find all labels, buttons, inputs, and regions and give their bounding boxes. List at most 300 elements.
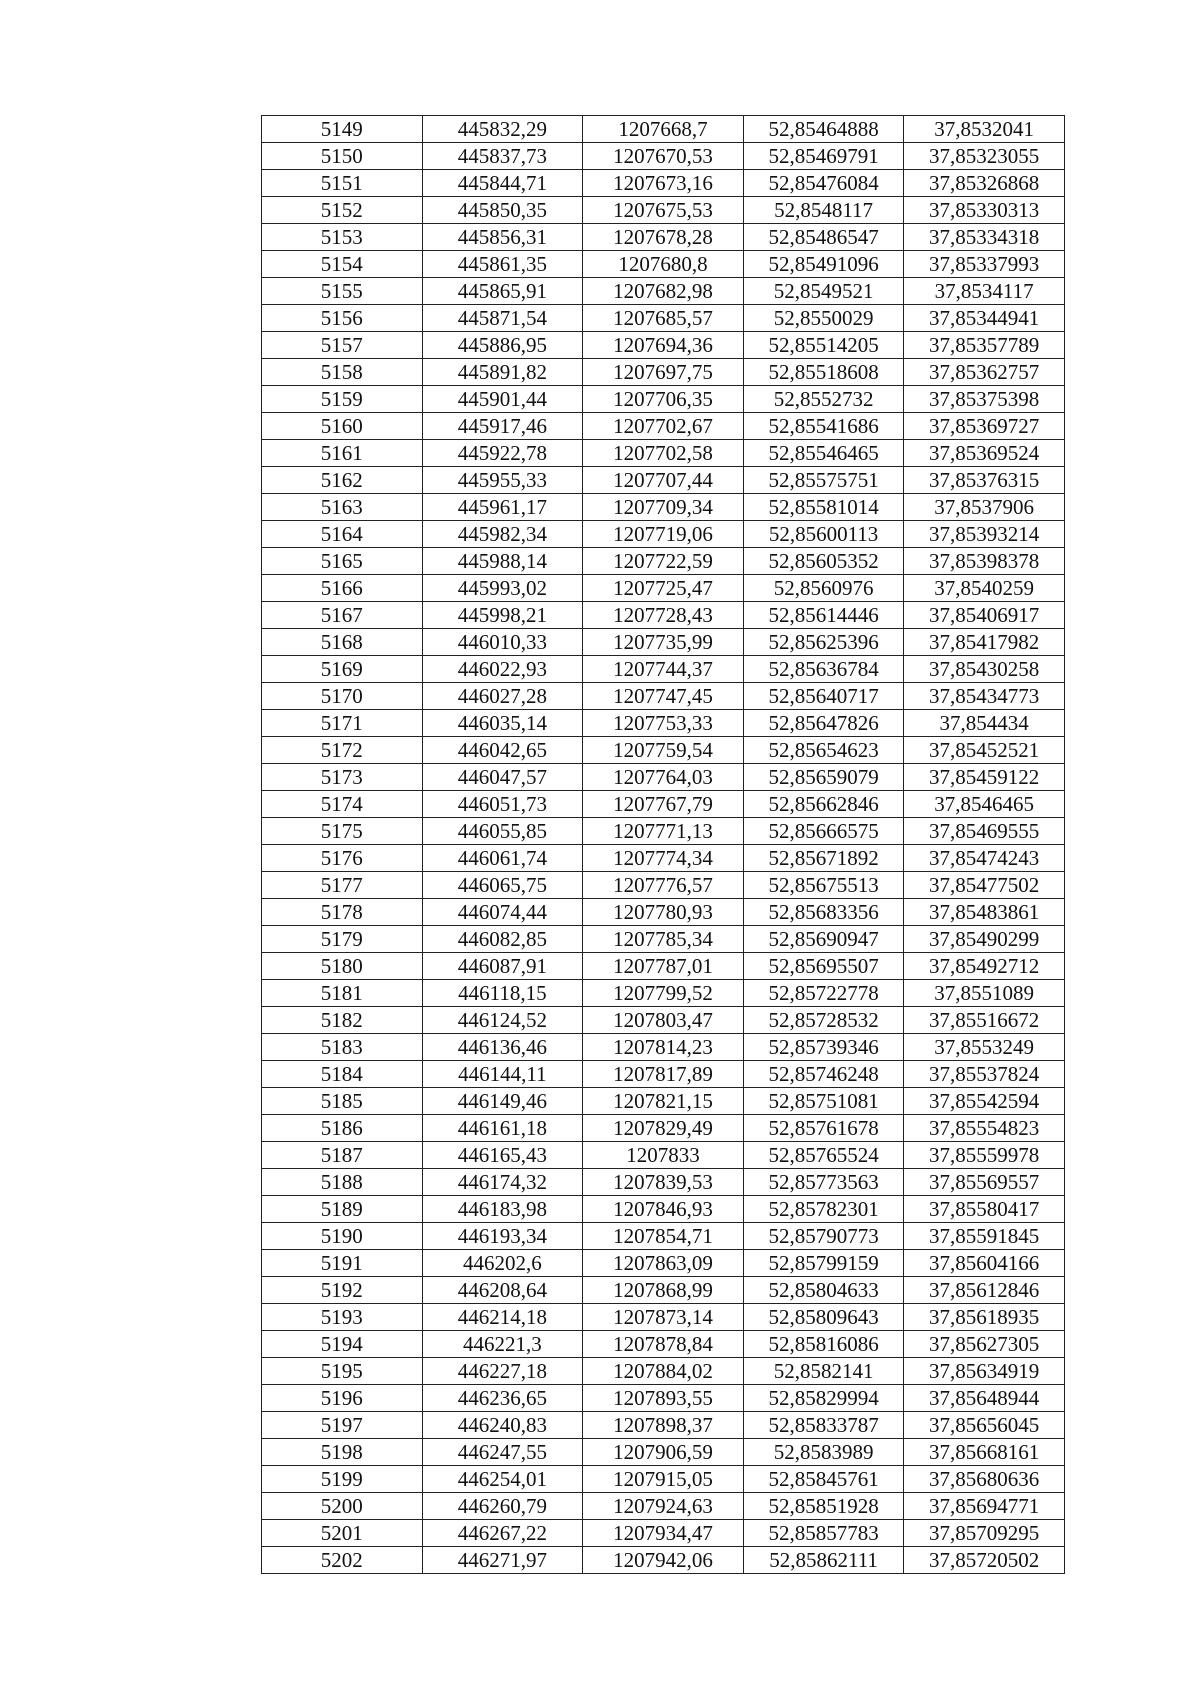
longitude-cell: 37,8537906 — [904, 494, 1065, 521]
latitude-cell: 52,85722778 — [743, 980, 904, 1007]
longitude-cell: 37,85417982 — [904, 629, 1065, 656]
y-coordinate-cell: 1207878,84 — [583, 1331, 744, 1358]
table-row — [262, 737, 1065, 764]
latitude-cell: 52,85773563 — [743, 1169, 904, 1196]
x-coordinate-cell: 445982,34 — [422, 521, 583, 548]
longitude-cell: 37,85375398 — [904, 386, 1065, 413]
table-row — [262, 1412, 1065, 1439]
longitude-cell: 37,85492712 — [904, 953, 1065, 980]
longitude-cell: 37,85612846 — [904, 1277, 1065, 1304]
latitude-cell: 52,85690947 — [743, 926, 904, 953]
point-number-cell: 5155 — [262, 278, 423, 305]
longitude-cell: 37,85474243 — [904, 845, 1065, 872]
y-coordinate-cell: 1207833 — [583, 1142, 744, 1169]
point-number-cell: 5190 — [262, 1223, 423, 1250]
x-coordinate-cell: 446087,91 — [422, 953, 583, 980]
table-row — [262, 305, 1065, 332]
latitude-cell: 52,85683356 — [743, 899, 904, 926]
point-number-cell: 5163 — [262, 494, 423, 521]
y-coordinate-cell: 1207780,93 — [583, 899, 744, 926]
latitude-cell: 52,85464888 — [743, 116, 904, 143]
table-row — [262, 1358, 1065, 1385]
table-row — [262, 683, 1065, 710]
x-coordinate-cell: 446227,18 — [422, 1358, 583, 1385]
point-number-cell: 5191 — [262, 1250, 423, 1277]
x-coordinate-cell: 446161,18 — [422, 1115, 583, 1142]
latitude-cell: 52,85746248 — [743, 1061, 904, 1088]
latitude-cell: 52,85614446 — [743, 602, 904, 629]
point-number-cell: 5161 — [262, 440, 423, 467]
x-coordinate-cell: 446074,44 — [422, 899, 583, 926]
x-coordinate-cell: 445922,78 — [422, 440, 583, 467]
longitude-cell: 37,85483861 — [904, 899, 1065, 926]
table-row — [262, 1331, 1065, 1358]
latitude-cell: 52,85862111 — [743, 1547, 904, 1574]
latitude-cell: 52,85695507 — [743, 953, 904, 980]
x-coordinate-cell: 445998,21 — [422, 602, 583, 629]
x-coordinate-cell: 446010,33 — [422, 629, 583, 656]
x-coordinate-cell: 446149,46 — [422, 1088, 583, 1115]
x-coordinate-cell: 446047,57 — [422, 764, 583, 791]
table-row — [262, 359, 1065, 386]
y-coordinate-cell: 1207735,99 — [583, 629, 744, 656]
y-coordinate-cell: 1207787,01 — [583, 953, 744, 980]
longitude-cell: 37,85344941 — [904, 305, 1065, 332]
latitude-cell: 52,85782301 — [743, 1196, 904, 1223]
latitude-cell: 52,85857783 — [743, 1520, 904, 1547]
point-number-cell: 5173 — [262, 764, 423, 791]
latitude-cell: 52,85662846 — [743, 791, 904, 818]
longitude-cell: 37,85627305 — [904, 1331, 1065, 1358]
point-number-cell: 5170 — [262, 683, 423, 710]
point-number-cell: 5174 — [262, 791, 423, 818]
y-coordinate-cell: 1207675,53 — [583, 197, 744, 224]
y-coordinate-cell: 1207722,59 — [583, 548, 744, 575]
point-number-cell: 5196 — [262, 1385, 423, 1412]
point-number-cell: 5167 — [262, 602, 423, 629]
longitude-cell: 37,85591845 — [904, 1223, 1065, 1250]
y-coordinate-cell: 1207767,79 — [583, 791, 744, 818]
y-coordinate-cell: 1207673,16 — [583, 170, 744, 197]
latitude-cell: 52,85671892 — [743, 845, 904, 872]
x-coordinate-cell: 445988,14 — [422, 548, 583, 575]
y-coordinate-cell: 1207706,35 — [583, 386, 744, 413]
table-row — [262, 170, 1065, 197]
latitude-cell: 52,8552732 — [743, 386, 904, 413]
table-row — [262, 548, 1065, 575]
table-row — [262, 143, 1065, 170]
y-coordinate-cell: 1207898,37 — [583, 1412, 744, 1439]
table-row — [262, 1493, 1065, 1520]
longitude-cell: 37,85330313 — [904, 197, 1065, 224]
table-row — [262, 440, 1065, 467]
latitude-cell: 52,8550029 — [743, 305, 904, 332]
x-coordinate-cell: 446118,15 — [422, 980, 583, 1007]
table-row — [262, 467, 1065, 494]
latitude-cell: 52,85605352 — [743, 548, 904, 575]
point-number-cell: 5156 — [262, 305, 423, 332]
table-row — [262, 656, 1065, 683]
longitude-cell: 37,85334318 — [904, 224, 1065, 251]
point-number-cell: 5159 — [262, 386, 423, 413]
y-coordinate-cell: 1207942,06 — [583, 1547, 744, 1574]
longitude-cell: 37,8551089 — [904, 980, 1065, 1007]
table-row — [262, 1115, 1065, 1142]
longitude-cell: 37,85720502 — [904, 1547, 1065, 1574]
point-number-cell: 5150 — [262, 143, 423, 170]
latitude-cell: 52,85476084 — [743, 170, 904, 197]
latitude-cell: 52,85518608 — [743, 359, 904, 386]
y-coordinate-cell: 1207868,99 — [583, 1277, 744, 1304]
point-number-cell: 5157 — [262, 332, 423, 359]
point-number-cell: 5188 — [262, 1169, 423, 1196]
table-row — [262, 1277, 1065, 1304]
latitude-cell: 52,85739346 — [743, 1034, 904, 1061]
latitude-cell: 52,85761678 — [743, 1115, 904, 1142]
point-number-cell: 5165 — [262, 548, 423, 575]
table-row — [262, 1196, 1065, 1223]
longitude-cell: 37,85490299 — [904, 926, 1065, 953]
y-coordinate-cell: 1207744,37 — [583, 656, 744, 683]
longitude-cell: 37,85580417 — [904, 1196, 1065, 1223]
y-coordinate-cell: 1207854,71 — [583, 1223, 744, 1250]
longitude-cell: 37,85648944 — [904, 1385, 1065, 1412]
latitude-cell: 52,85659079 — [743, 764, 904, 791]
table-row — [262, 224, 1065, 251]
x-coordinate-cell: 446214,18 — [422, 1304, 583, 1331]
y-coordinate-cell: 1207709,34 — [583, 494, 744, 521]
table-row — [262, 1304, 1065, 1331]
x-coordinate-cell: 446051,73 — [422, 791, 583, 818]
latitude-cell: 52,85654623 — [743, 737, 904, 764]
longitude-cell: 37,85516672 — [904, 1007, 1065, 1034]
point-number-cell: 5180 — [262, 953, 423, 980]
latitude-cell: 52,85541686 — [743, 413, 904, 440]
y-coordinate-cell: 1207814,23 — [583, 1034, 744, 1061]
latitude-cell: 52,85575751 — [743, 467, 904, 494]
point-number-cell: 5175 — [262, 818, 423, 845]
point-number-cell: 5184 — [262, 1061, 423, 1088]
y-coordinate-cell: 1207884,02 — [583, 1358, 744, 1385]
x-coordinate-cell: 446065,75 — [422, 872, 583, 899]
x-coordinate-cell: 446022,93 — [422, 656, 583, 683]
latitude-cell: 52,8548117 — [743, 197, 904, 224]
x-coordinate-cell: 445961,17 — [422, 494, 583, 521]
point-number-cell: 5179 — [262, 926, 423, 953]
table-row — [262, 845, 1065, 872]
x-coordinate-cell: 445850,35 — [422, 197, 583, 224]
x-coordinate-cell: 446165,43 — [422, 1142, 583, 1169]
x-coordinate-cell: 446236,65 — [422, 1385, 583, 1412]
latitude-cell: 52,85675513 — [743, 872, 904, 899]
latitude-cell: 52,85491096 — [743, 251, 904, 278]
latitude-cell: 52,85833787 — [743, 1412, 904, 1439]
latitude-cell: 52,85829994 — [743, 1385, 904, 1412]
table-row — [262, 1385, 1065, 1412]
x-coordinate-cell: 445865,91 — [422, 278, 583, 305]
y-coordinate-cell: 1207670,53 — [583, 143, 744, 170]
latitude-cell: 52,85816086 — [743, 1331, 904, 1358]
point-number-cell: 5194 — [262, 1331, 423, 1358]
y-coordinate-cell: 1207799,52 — [583, 980, 744, 1007]
x-coordinate-cell: 446271,97 — [422, 1547, 583, 1574]
y-coordinate-cell: 1207817,89 — [583, 1061, 744, 1088]
longitude-cell: 37,8534117 — [904, 278, 1065, 305]
longitude-cell: 37,85569557 — [904, 1169, 1065, 1196]
longitude-cell: 37,85376315 — [904, 467, 1065, 494]
x-coordinate-cell: 445844,71 — [422, 170, 583, 197]
longitude-cell: 37,8540259 — [904, 575, 1065, 602]
y-coordinate-cell: 1207682,98 — [583, 278, 744, 305]
x-coordinate-cell: 446027,28 — [422, 683, 583, 710]
y-coordinate-cell: 1207776,57 — [583, 872, 744, 899]
longitude-cell: 37,8532041 — [904, 116, 1065, 143]
table-row — [262, 251, 1065, 278]
latitude-cell: 52,85751081 — [743, 1088, 904, 1115]
table-row — [262, 332, 1065, 359]
latitude-cell: 52,85486547 — [743, 224, 904, 251]
longitude-cell: 37,85542594 — [904, 1088, 1065, 1115]
latitude-cell: 52,85851928 — [743, 1493, 904, 1520]
point-number-cell: 5172 — [262, 737, 423, 764]
point-number-cell: 5181 — [262, 980, 423, 1007]
latitude-cell: 52,85790773 — [743, 1223, 904, 1250]
point-number-cell: 5149 — [262, 116, 423, 143]
longitude-cell: 37,85452521 — [904, 737, 1065, 764]
x-coordinate-cell: 445901,44 — [422, 386, 583, 413]
y-coordinate-cell: 1207771,13 — [583, 818, 744, 845]
table-row — [262, 1169, 1065, 1196]
longitude-cell: 37,85323055 — [904, 143, 1065, 170]
point-number-cell: 5185 — [262, 1088, 423, 1115]
point-number-cell: 5176 — [262, 845, 423, 872]
longitude-cell: 37,85469555 — [904, 818, 1065, 845]
table-row — [262, 710, 1065, 737]
y-coordinate-cell: 1207764,03 — [583, 764, 744, 791]
x-coordinate-cell: 445871,54 — [422, 305, 583, 332]
longitude-cell: 37,8546465 — [904, 791, 1065, 818]
longitude-cell: 37,85406917 — [904, 602, 1065, 629]
table-row — [262, 1250, 1065, 1277]
point-number-cell: 5186 — [262, 1115, 423, 1142]
y-coordinate-cell: 1207846,93 — [583, 1196, 744, 1223]
point-number-cell: 5160 — [262, 413, 423, 440]
point-number-cell: 5164 — [262, 521, 423, 548]
x-coordinate-cell: 445856,31 — [422, 224, 583, 251]
point-number-cell: 5200 — [262, 1493, 423, 1520]
table-row — [262, 818, 1065, 845]
table-row — [262, 1520, 1065, 1547]
point-number-cell: 5169 — [262, 656, 423, 683]
y-coordinate-cell: 1207680,8 — [583, 251, 744, 278]
y-coordinate-cell: 1207728,43 — [583, 602, 744, 629]
y-coordinate-cell: 1207924,63 — [583, 1493, 744, 1520]
x-coordinate-cell: 446061,74 — [422, 845, 583, 872]
x-coordinate-cell: 446174,32 — [422, 1169, 583, 1196]
x-coordinate-cell: 446042,65 — [422, 737, 583, 764]
point-number-cell: 5199 — [262, 1466, 423, 1493]
longitude-cell: 37,85357789 — [904, 332, 1065, 359]
latitude-cell: 52,85666575 — [743, 818, 904, 845]
y-coordinate-cell: 1207785,34 — [583, 926, 744, 953]
point-number-cell: 5168 — [262, 629, 423, 656]
latitude-cell: 52,85581014 — [743, 494, 904, 521]
point-number-cell: 5192 — [262, 1277, 423, 1304]
longitude-cell: 37,85656045 — [904, 1412, 1065, 1439]
point-number-cell: 5178 — [262, 899, 423, 926]
latitude-cell: 52,85640717 — [743, 683, 904, 710]
point-number-cell: 5197 — [262, 1412, 423, 1439]
x-coordinate-cell: 445837,73 — [422, 143, 583, 170]
table-row — [262, 791, 1065, 818]
table-row — [262, 1466, 1065, 1493]
longitude-cell: 37,85369524 — [904, 440, 1065, 467]
y-coordinate-cell: 1207915,05 — [583, 1466, 744, 1493]
x-coordinate-cell: 446136,46 — [422, 1034, 583, 1061]
longitude-cell: 37,85537824 — [904, 1061, 1065, 1088]
longitude-cell: 37,85618935 — [904, 1304, 1065, 1331]
point-number-cell: 5154 — [262, 251, 423, 278]
table-row — [262, 1223, 1065, 1250]
point-number-cell: 5152 — [262, 197, 423, 224]
y-coordinate-cell: 1207707,44 — [583, 467, 744, 494]
x-coordinate-cell: 445993,02 — [422, 575, 583, 602]
latitude-cell: 52,8549521 — [743, 278, 904, 305]
x-coordinate-cell: 445891,82 — [422, 359, 583, 386]
longitude-cell: 37,854434 — [904, 710, 1065, 737]
latitude-cell: 52,8560976 — [743, 575, 904, 602]
longitude-cell: 37,85680636 — [904, 1466, 1065, 1493]
latitude-cell: 52,85845761 — [743, 1466, 904, 1493]
longitude-cell: 37,85393214 — [904, 521, 1065, 548]
latitude-cell: 52,85804633 — [743, 1277, 904, 1304]
point-number-cell: 5183 — [262, 1034, 423, 1061]
x-coordinate-cell: 445832,29 — [422, 116, 583, 143]
y-coordinate-cell: 1207803,47 — [583, 1007, 744, 1034]
y-coordinate-cell: 1207873,14 — [583, 1304, 744, 1331]
point-number-cell: 5158 — [262, 359, 423, 386]
table-row — [262, 1061, 1065, 1088]
y-coordinate-cell: 1207678,28 — [583, 224, 744, 251]
point-number-cell: 5177 — [262, 872, 423, 899]
table-row — [262, 494, 1065, 521]
x-coordinate-cell: 446035,14 — [422, 710, 583, 737]
y-coordinate-cell: 1207725,47 — [583, 575, 744, 602]
x-coordinate-cell: 446208,64 — [422, 1277, 583, 1304]
y-coordinate-cell: 1207668,7 — [583, 116, 744, 143]
table-row — [262, 1007, 1065, 1034]
longitude-cell: 37,85459122 — [904, 764, 1065, 791]
table-row — [262, 629, 1065, 656]
table-row — [262, 1034, 1065, 1061]
y-coordinate-cell: 1207753,33 — [583, 710, 744, 737]
longitude-cell: 37,85709295 — [904, 1520, 1065, 1547]
x-coordinate-cell: 446260,79 — [422, 1493, 583, 1520]
y-coordinate-cell: 1207702,67 — [583, 413, 744, 440]
table-row — [262, 953, 1065, 980]
table-row — [262, 278, 1065, 305]
x-coordinate-cell: 445917,46 — [422, 413, 583, 440]
latitude-cell: 52,85469791 — [743, 143, 904, 170]
table-row — [262, 1439, 1065, 1466]
table-row — [262, 413, 1065, 440]
table-row — [262, 197, 1065, 224]
latitude-cell: 52,8582141 — [743, 1358, 904, 1385]
y-coordinate-cell: 1207694,36 — [583, 332, 744, 359]
y-coordinate-cell: 1207934,47 — [583, 1520, 744, 1547]
y-coordinate-cell: 1207774,34 — [583, 845, 744, 872]
longitude-cell: 37,85477502 — [904, 872, 1065, 899]
longitude-cell: 37,85554823 — [904, 1115, 1065, 1142]
longitude-cell: 37,85604166 — [904, 1250, 1065, 1277]
longitude-cell: 37,85634919 — [904, 1358, 1065, 1385]
x-coordinate-cell: 445955,33 — [422, 467, 583, 494]
y-coordinate-cell: 1207863,09 — [583, 1250, 744, 1277]
coordinates-table — [261, 115, 1065, 1574]
x-coordinate-cell: 445886,95 — [422, 332, 583, 359]
point-number-cell: 5153 — [262, 224, 423, 251]
table-row — [262, 602, 1065, 629]
y-coordinate-cell: 1207829,49 — [583, 1115, 744, 1142]
point-number-cell: 5171 — [262, 710, 423, 737]
table-row — [262, 521, 1065, 548]
point-number-cell: 5151 — [262, 170, 423, 197]
longitude-cell: 37,85362757 — [904, 359, 1065, 386]
longitude-cell: 37,8553249 — [904, 1034, 1065, 1061]
table-row — [262, 1547, 1065, 1574]
table-row — [262, 1142, 1065, 1169]
latitude-cell: 52,85728532 — [743, 1007, 904, 1034]
point-number-cell: 5162 — [262, 467, 423, 494]
table-row — [262, 899, 1065, 926]
latitude-cell: 52,85765524 — [743, 1142, 904, 1169]
point-number-cell: 5201 — [262, 1520, 423, 1547]
table-row — [262, 575, 1065, 602]
y-coordinate-cell: 1207719,06 — [583, 521, 744, 548]
table-row — [262, 872, 1065, 899]
x-coordinate-cell: 446144,11 — [422, 1061, 583, 1088]
point-number-cell: 5187 — [262, 1142, 423, 1169]
x-coordinate-cell: 446124,52 — [422, 1007, 583, 1034]
y-coordinate-cell: 1207747,45 — [583, 683, 744, 710]
x-coordinate-cell: 445861,35 — [422, 251, 583, 278]
x-coordinate-cell: 446193,34 — [422, 1223, 583, 1250]
point-number-cell: 5189 — [262, 1196, 423, 1223]
longitude-cell: 37,85369727 — [904, 413, 1065, 440]
point-number-cell: 5166 — [262, 575, 423, 602]
latitude-cell: 52,85546465 — [743, 440, 904, 467]
longitude-cell: 37,85398378 — [904, 548, 1065, 575]
latitude-cell: 52,85600113 — [743, 521, 904, 548]
longitude-cell: 37,85434773 — [904, 683, 1065, 710]
table-row — [262, 764, 1065, 791]
latitude-cell: 52,85625396 — [743, 629, 904, 656]
point-number-cell: 5193 — [262, 1304, 423, 1331]
table-row — [262, 386, 1065, 413]
x-coordinate-cell: 446202,6 — [422, 1250, 583, 1277]
latitude-cell: 52,85636784 — [743, 656, 904, 683]
y-coordinate-cell: 1207685,57 — [583, 305, 744, 332]
table-row — [262, 116, 1065, 143]
x-coordinate-cell: 446254,01 — [422, 1466, 583, 1493]
point-number-cell: 5202 — [262, 1547, 423, 1574]
y-coordinate-cell: 1207821,15 — [583, 1088, 744, 1115]
x-coordinate-cell: 446240,83 — [422, 1412, 583, 1439]
y-coordinate-cell: 1207893,55 — [583, 1385, 744, 1412]
latitude-cell: 52,8583989 — [743, 1439, 904, 1466]
longitude-cell: 37,85430258 — [904, 656, 1065, 683]
y-coordinate-cell: 1207839,53 — [583, 1169, 744, 1196]
